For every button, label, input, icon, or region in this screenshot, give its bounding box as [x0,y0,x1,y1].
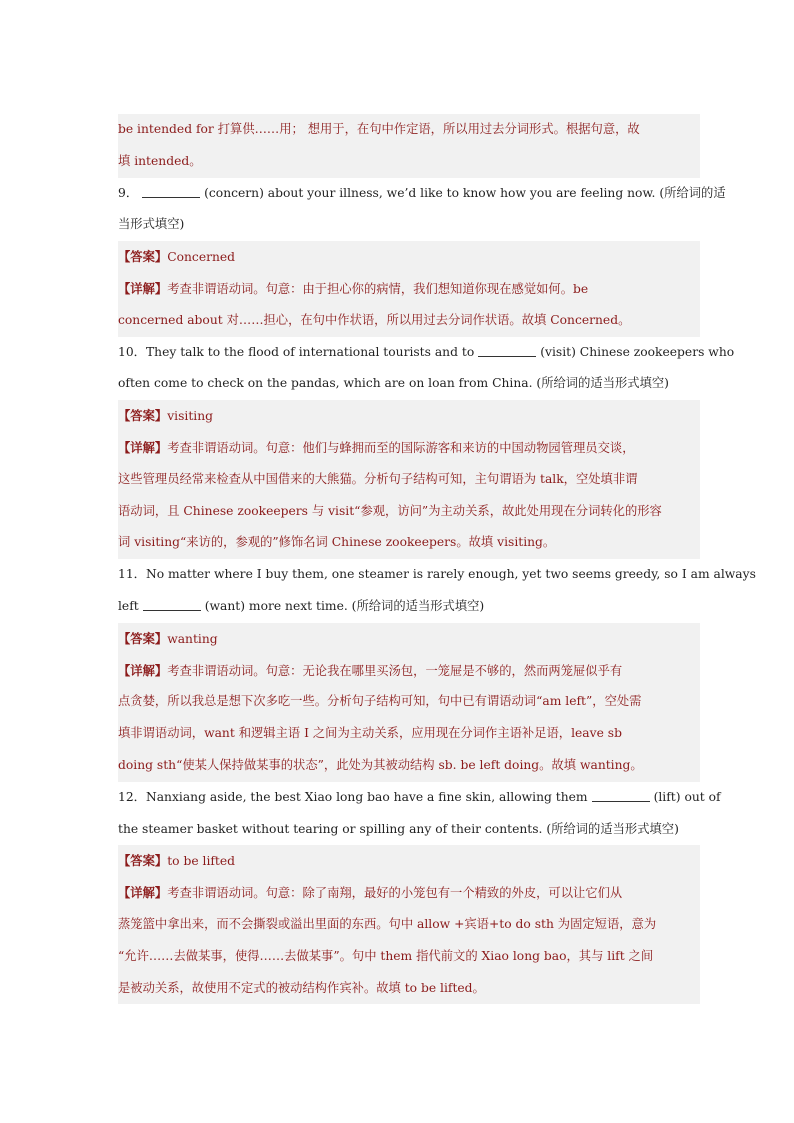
detail-line: 填非谓语动词，want 和逻辑主语 I 之间为主动关系，应用现在分词作主语补足语，leave sb [118,718,700,750]
detail-text: 考查非谓语动词。句意：无论我在哪里买汤包，一笼屉是不够的，然而两笼屉似乎有 [167,663,623,678]
question-text: They talk to the flood of international tourists and to [145,344,475,359]
answer-text: visiting [167,409,213,424]
question-text: (visit) Chinese zookeepers who [540,344,735,359]
question-12 [118,782,721,814]
answer-blank [478,344,536,357]
detail-line: doing sth“使某人保持做某事的状态”，此处为其被动结构 sb. be left doing。故填 wanting。 [118,750,700,782]
question-number: 9． [118,185,139,200]
answer-10 [118,400,700,432]
detail-10 [118,432,700,464]
answer-blank [143,598,201,611]
answer-blank [592,789,650,802]
detail-text: 考查非谓语动词。句意：由于担心你的病情，我们想知道你现在感觉如何。be [167,281,589,296]
answer-tag: 【答案】 [118,408,168,424]
answer-text: Concerned [167,250,236,265]
explanation-line: 填 intended。 [118,146,700,178]
detail-line: “允许……去做某事，使得……去做某事”。句中 them 指代前文的 Xiao long bao，其与 lift 之间 [118,941,700,973]
detail-11 [118,655,700,687]
detail-9 [118,273,700,305]
detail-line: 点贪婪，所以我总是想下次多吃一些。分析句子结构可知，句中已有谓语动词“am left”，空处需 [118,686,700,718]
question-text: (want) more next time. (所给词的适当形式填空) [204,598,485,613]
question-number: 11． [118,567,146,582]
answer-11 [118,623,700,655]
explanation-line: be intended for 打算供……用； 想用于，在句中作定语，所以用过去分词形式。根据句意，故 [118,114,700,146]
answer-9 [118,241,700,273]
question-text: No matter where I buy them, one steamer is rarely enough, yet two seems greedy, so I am always [145,567,756,582]
question-number: 10． [118,344,146,359]
question-number: 12． [118,789,146,804]
question-text: Nanxiang aside, the best Xiao long bao have a fine skin, allowing them [145,789,588,804]
question-11 [118,559,756,591]
detail-text: 考查非谓语动词。句意：除了南翔，最好的小笼包有一个精致的外皮，可以让它们从 [167,886,623,901]
detail-line: 词 visiting“来访的，参观的”修饰名词 Chinese zookeepers。故填 visiting。 [118,527,700,559]
question-text: (lift) out of [653,789,721,804]
detail-tag: 【详解】 [118,662,168,678]
answer-tag: 【答案】 [118,853,168,869]
answer-tag: 【答案】 [118,249,168,265]
question-text: (concern) about your illness, we’d like to know how you are feeling now. (所给词的适 [204,185,726,200]
detail-tag: 【详解】 [118,885,168,901]
detail-tag: 【详解】 [118,439,168,455]
answer-12 [118,845,700,877]
detail-tag: 【详解】 [118,280,168,296]
answer-tag: 【答案】 [118,630,168,646]
detail-12 [118,877,700,909]
question-10 [118,337,735,369]
answer-blank [142,185,200,198]
question-9 [118,178,726,210]
question-text-line: often come to check on the pandas, which are on loan from China. (所给词的适当形式填空) [118,376,669,391]
question-text-line [118,591,700,623]
answer-text: to be lifted [167,854,236,869]
detail-line: 是被动关系，故使用不定式的被动结构作宾补。故填 to be lifted。 [118,973,700,1005]
detail-line: concerned about 对……担心，在句中作状语，所以用过去分词作状语。故填 Concerned。 [118,305,700,337]
detail-text: 考查非谓语动词。句意：他们与蜂拥而至的国际游客和来访的中国动物园管理员交谈， [167,440,635,455]
answer-text: wanting [167,631,218,646]
detail-line: 语动词，且 Chinese zookeepers 与 visit“参观，访问”为主动关系，故此处用现在分词转化的形容 [118,496,700,528]
detail-line: 这些管理员经常来检查从中国借来的大熊猫。分析句子结构可知，主句谓语为 talk，空处填非谓 [118,464,700,496]
question-text-line: 当形式填空) [118,217,185,232]
question-text-line: the steamer basket without tearing or spilling any of their contents. (所给词的适当形式填空) [118,821,679,836]
detail-line: 蒸笼篮中拿出来，而不会撕裂或溢出里面的东西。句中 allow +宾语+to do sth 为固定短语，意为 [118,909,700,941]
question-text: left [118,598,139,613]
document-content [118,114,756,1004]
